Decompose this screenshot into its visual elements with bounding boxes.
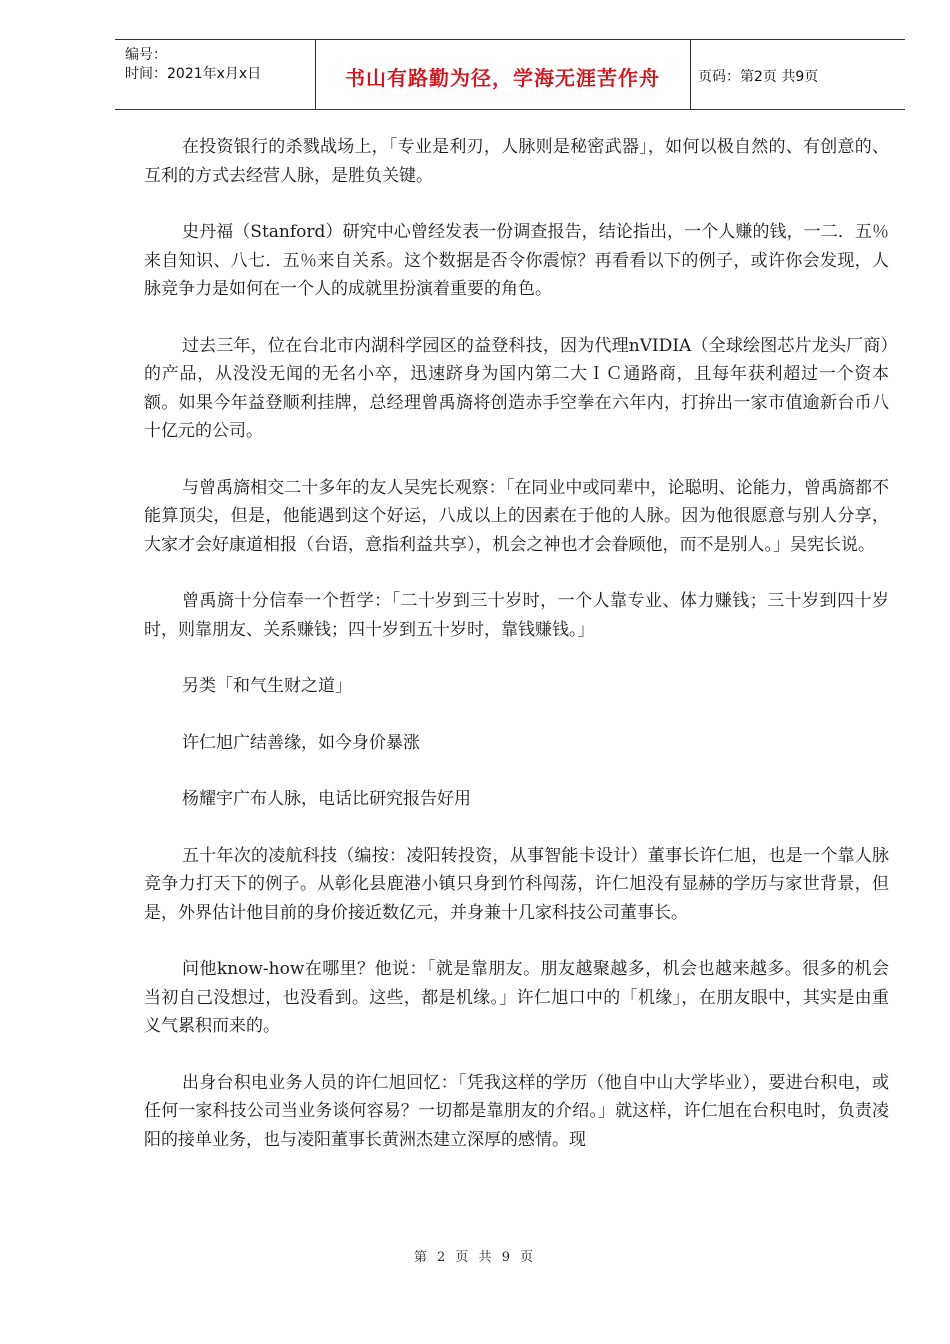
paragraph: 问他know-how在哪里？他说：「就是靠朋友。朋友越聚越多，机会也越来越多。很多的机会当初自己没想过，也没看到。这些，都是机缘。」许仁旭口中的「机缘」，在朋友眼中，其实是由重义气累积而来的。 xyxy=(144,959,889,1036)
subheading: 另类「和气生财之道」 xyxy=(182,676,352,696)
date-line: 时间：2021年x月x日 xyxy=(125,66,262,82)
paragraph: 在投资银行的杀戮战场上，「专业是利刃，人脉则是秘密武器」，如何以极自然的、有创意的、互利的方式去经营人脉，是胜负关键。 xyxy=(144,137,889,186)
paragraph: 曾禹旖十分信奉一个哲学：「二十岁到三十岁时，一个人靠专业、体力赚钱；三十岁到四十岁时，则靠朋友、关系赚钱；四十岁到五十岁时，靠钱赚钱。」 xyxy=(144,591,889,640)
header-page-cell xyxy=(690,40,905,109)
paragraph: 过去三年，位在台北市内湖科学园区的益登科技，因为代理nVIDIA（全球绘图芯片龙头厂商）的产品，从没没无闻的无名小卒，迅速跻身为国内第二大ＩＣ通路商，且每年获利超过一个资本额。如果今年益登顺利挂牌，总经理曾禹旖将创造赤手空拳在六年内，打拚出一家市值逾新台币八十亿元的公司。 xyxy=(144,335,889,441)
serial-label: 编号： xyxy=(125,47,167,63)
subheading: 许仁旭广结善缘，如今身价暴涨 xyxy=(182,732,420,753)
page-footer: 第 2 页 共 9 页 xyxy=(413,1250,537,1265)
document-body xyxy=(144,133,889,1182)
paragraph: 史丹福（Stanford）研究中心曾经发表一份调查报告，结论指出，一个人赚的钱，一二．五％来自知识、八七．五％来自关系。这个数据是否令你震惊？再看看以下的例子，或许你会发现，人脉竞争力是如何在一个人的成就里扮演着重要的角色。 xyxy=(144,222,889,299)
paragraph: 出身台积电业务人员的许仁旭回忆：「凭我这样的学历（他自中山大学毕业），要进台积电，或任何一家科技公司当业务谈何容易？一切都是靠朋友的介绍。」就这样，许仁旭在台积电时，负责凌阳的接单业务，也与凌阳董事长黄洲杰建立深厚的感情。现 xyxy=(144,1072,889,1150)
header-page-indicator: 页码：第2页 共9页 xyxy=(698,69,819,85)
header-meta-cell xyxy=(115,40,316,109)
subheading: 杨耀宇广布人脉，电话比研究报告好用 xyxy=(182,789,471,809)
header-motto-cell xyxy=(315,40,691,109)
paragraph: 与曾禹旖相交二十多年的友人吴宪长观察：「在同业中或同辈中，论聪明、论能力，曾禹旖都不能算顶尖，但是，他能遇到这个好运，八成以上的因素在于他的人脉。因为他很愿意与别人分享，大家才会好康道相报（台语，意指利益共享），机会之神也才会眷顾他，而不是别人。」吴宪长说。 xyxy=(144,477,889,555)
header-motto: 书山有路勤为径，学海无涯苦作舟 xyxy=(345,66,660,90)
paragraph: 五十年次的凌航科技（编按：凌阳转投资，从事智能卡设计）董事长许仁旭，也是一个靠人脉竞争力打天下的例子。从彰化县鹿港小镇只身到竹科闯荡，许仁旭没有显赫的学历与家世背景，但是，外界估计他目前的身价接近数亿元，并身兼十几家科技公司董事长。 xyxy=(144,845,889,923)
page-header xyxy=(115,39,905,110)
